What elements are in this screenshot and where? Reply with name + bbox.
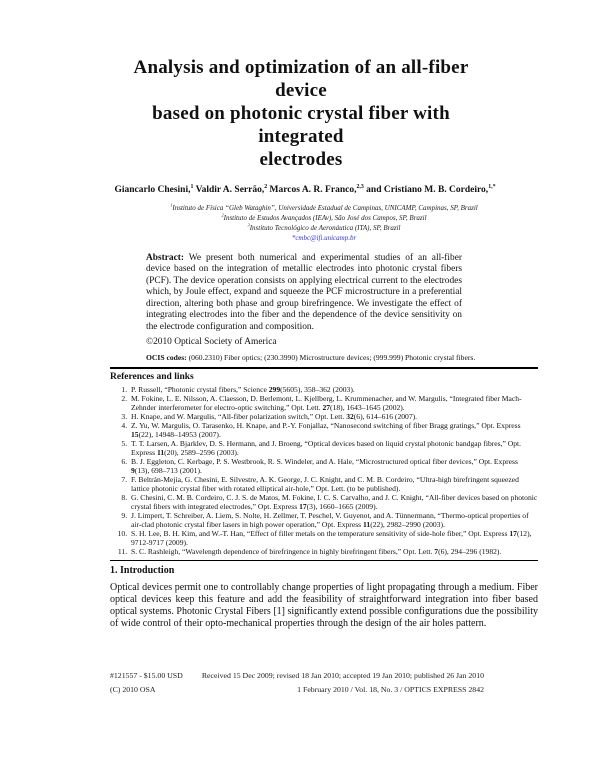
references-heading: References and links [110, 371, 194, 382]
reference-item: 8. G. Chesini, C. M. B. Cordeiro, C. J. S. de Matos, M. Fokine, I. C. S. Carvalho, and J. C. Knight, “All-fiber devices based on photonic crystal fibers with integrated electrodes,” Opt. Express 17(3), 1660–1665 (2009). [129, 493, 538, 511]
reference-item: 4. Z. Yu, W. Margulis, O. Tarasenko, H. Knape, and P.-Y. Fonjallaz, “Nanosecond switching of fiber Bragg gratings,” Opt. Express 15(22), 14948–14953 (2007). [129, 421, 538, 439]
footer-received-line: Received 15 Dec 2009; revised 18 Jan 2010; accepted 19 Jan 2010; published 26 Jan 2010 [201, 671, 484, 680]
reference-item: 9. J. Limpert, T. Schreiber, A. Liem, S. Nolte, H. Zellmer, T. Peschel, V. Guyenot, and A. Tünnermann, “Thermo-optical properties of air-clad photonic crystal fiber lasers in high power operation,” Opt. Express 11(22), 2982–2990 (2003). [129, 511, 538, 529]
copyright-line: ©2010 Optical Society of America [146, 336, 277, 347]
footer-article-id: #121557 - $15.00 USD [110, 671, 183, 680]
reference-item: 2. M. Fokine, L. E. Nilsson, A. Claesson, D. Berlemont, L. Kjellberg, L. Krummenacher, and W. Margulis, “Integrated fiber Mach-Zehnder interferometer for electro-optic switching,” Opt. Lett. 27(18), 1643–1645 (2002). [129, 394, 538, 412]
ocis-text: (060.2310) Fiber optics; (230.3990) Microstructure devices; (999.999) Photonic crystal fibers. [186, 353, 476, 363]
paper-content [110, 0, 538, 630]
ocis-codes [110, 353, 538, 362]
author-email-link[interactable]: *cmbc@ifi.unicamp.br [291, 233, 357, 242]
reference-item: 5. T. T. Larsen, A. Bjarklev, D. S. Hermann, and J. Broeng, “Optical devices based on liquid crystal photonic bandgap fibres,” Opt. Express 11(20), 2589–2596 (2003). [129, 439, 538, 457]
introduction-top-rule [110, 560, 538, 561]
authors-line: Giancarlo Chesini,$^1$ Valdir A. Serrão,$^2$ Marcos A. R. Franco,$^{2,3}$ and Cristiano M. B. Cordeiro,$^{1,*}$ [114, 183, 496, 195]
introduction-paragraph: Optical devices permit one to controllably change properties of light propagating through a medium. Fiber optical devices keep this feature and add the feasibility of straightforward integration into fiber based optical systems. Photonic Crystal Fibers [1] significantly extend possible configurations due the possibility of wide control of their opto-mechanical properties through the design of the air holes pattern. [110, 581, 539, 630]
reference-item: 6. B. J. Eggleton, C. Kerbage, P. S. Westbrook, R. S. Windeler, and A. Hale, “Microstructured optical fiber devices,” Opt. Express 9(13), 698–713 (2001). [129, 457, 538, 475]
reference-item: 7. F. Beltrán-Mejía, G. Chesini, E. Silvestre, A. K. George, J. C. Knight, and C. M. B. Cordeiro, “Ultra-high birefringent squeezed lattice photonic crystal fiber with rotated elliptical air-hole,” Opt. Lett. (to be published). [129, 475, 538, 493]
footer-row-1 [110, 669, 484, 683]
affiliations: $^1$Instituto de Física “Gleb Wataghin”, Universidade Estadual de Campinas, UNICAMP, Campinas, SP, Brazil $^2$Instituto de Estudos Avançados (IEAv), São José dos Campos, SP, Brazil $^3$Instituto Tecnológico de Aeronáutica (ITA), SP, Brazil [170, 202, 478, 232]
email-line [110, 233, 538, 243]
references-top-rule [110, 367, 538, 369]
reference-item: 10. S. H. Lee, B. H. Kim, and W.-T. Han, “Effect of filler metals on the temperature sensitivity of side-hole fiber,” Opt. Express 17(12), 9712-9717 (2009). [129, 529, 538, 547]
paper-title: Analysis and optimization of an all-fiber device based on photonic crystal fiber with integrated electrodes [133, 57, 469, 170]
introduction-heading: 1. Introduction [110, 564, 175, 576]
abstract-text: We present both numerical and experimental studies of an all-fiber device based on the integration of metallic electrodes into photonic crystal fibers (PCF). The device operation consists on applying electrical current to the electrodes which, by Joule effect, expand and squeeze the PCF microstructure in a preferential direction, altering both phase and group birefringence. We investigate the effect of integrating electrodes into the fiber and the dependence of the device sensitivity on the electrode configuration and composition. [146, 252, 462, 333]
abstract [110, 253, 538, 334]
abstract-label: Abstract: [146, 252, 185, 263]
references-list [110, 385, 538, 556]
footer-citation-line: 1 February 2010 / Vol. 18, No. 3 / OPTICS EXPRESS 2842 [297, 684, 484, 694]
reference-item: 3. H. Knape, and W. Margulis, “All-fiber polarization switch,” Opt. Lett. 32(6), 614–616 (2007). [129, 412, 538, 421]
footer-copyright: (C) 2010 OSA [110, 684, 156, 694]
page-footer [110, 669, 484, 696]
reference-item: 11. S. C. Rashleigh, “Wavelength dependence of birefringence in highly birefringent fibers,” Opt. Lett. 7(6), 294–296 (1982). [129, 547, 538, 556]
reference-item: 1. P. Russell, “Photonic crystal fibers,” Science 299(5605), 358–362 (2003). [129, 385, 538, 394]
ocis-label: OCIS codes: [146, 353, 187, 363]
footer-row-2 [110, 683, 484, 697]
